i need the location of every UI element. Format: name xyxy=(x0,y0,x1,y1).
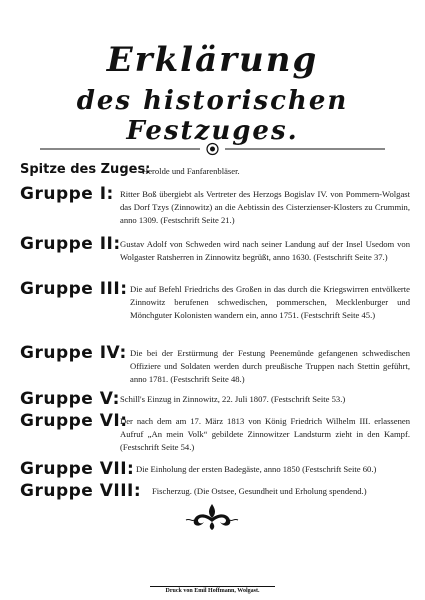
entry-text: Der nach dem am 17. März 1813 von König Friedrich Wilhelm III. erlassenen Aufruf „An mein Volk“ gebildete Zinnowitzer Landsturm zieht in den Kampf. (Festschrift Seite 54.) xyxy=(120,416,410,452)
entry-text: Fischerzug. (Die Ostsee, Gesundheit und Erholung spendend.) xyxy=(152,486,367,496)
list-item xyxy=(20,389,410,411)
entry-label: Gruppe VIII: xyxy=(20,481,142,501)
flourish-ornament-icon xyxy=(182,500,242,532)
circle-ornament-icon xyxy=(207,144,218,155)
list-item xyxy=(20,411,410,459)
printer-imprint: Druck von Emil Hoffmann, Wolgast. xyxy=(165,588,260,594)
entry-text: Herolde und Fanfarenbläser. xyxy=(142,166,240,176)
list-item xyxy=(20,459,410,481)
document-subtitle: des historischen Festzuges. xyxy=(76,86,349,146)
list-item xyxy=(20,343,410,389)
entry-label: Gruppe III: xyxy=(20,279,128,299)
entry-label: Gruppe II: xyxy=(20,234,121,254)
list-item xyxy=(20,162,410,186)
procession-list xyxy=(20,160,410,503)
entry-text: Gustav Adolf von Schweden wird nach seiner Landung auf der Insel Usedom von Wolgaster Ratsherren in Zinnowitz begrüßt, anno 1630. (Festschrift Seite 37.) xyxy=(120,239,410,262)
list-item xyxy=(20,234,410,279)
list-item xyxy=(20,184,410,234)
ornamental-rule xyxy=(40,142,385,156)
entry-text: Die bei der Erstürmung der Festung Peenemünde gefangenen schwedischen Offiziere und Soldaten werden durch preußische Truppen nach Stettin geführt, anno 1781. (Festschrift Seite 48.) xyxy=(130,348,410,384)
entry-label: Gruppe VII: xyxy=(20,459,135,479)
entry-text: Die auf Befehl Friedrichs des Großen in das durch die Kriegswirren entvölkerte Zinnowitz berufenen schwedischen, pommerschen, Mecklenburger und Mönchguter Kolonisten wandern ein, anno 1751. (Festschrift Seite 45.) xyxy=(130,284,410,320)
entry-label: Gruppe VI: xyxy=(20,411,128,431)
entry-label: Gruppe IV: xyxy=(20,343,127,363)
entry-text: Die Einholung der ersten Badegäste, anno 1850 (Festschrift Seite 60.) xyxy=(136,464,377,474)
entry-text: Schill's Einzug in Zinnowitz, 22. Juli 1807. (Festschrift Seite 53.) xyxy=(120,394,346,404)
entry-text: Ritter Boß übergiebt als Vertreter des Herzogs Bogislav IV. von Pommern-Wolgast das Dorf Tzys (Zinnowitz) an die Aebtissin des Cisterzienser-Klosters zu Crummin, anno 1309. (Festschrift Seite 21.) xyxy=(120,189,410,225)
list-item xyxy=(20,279,410,343)
entry-label: Gruppe I: xyxy=(20,184,114,204)
document-title: Erklärung xyxy=(106,40,319,80)
footer-rule xyxy=(150,586,275,587)
entry-label: Gruppe V: xyxy=(20,389,120,409)
entry-label: Spitze des Zuges: xyxy=(20,162,151,177)
